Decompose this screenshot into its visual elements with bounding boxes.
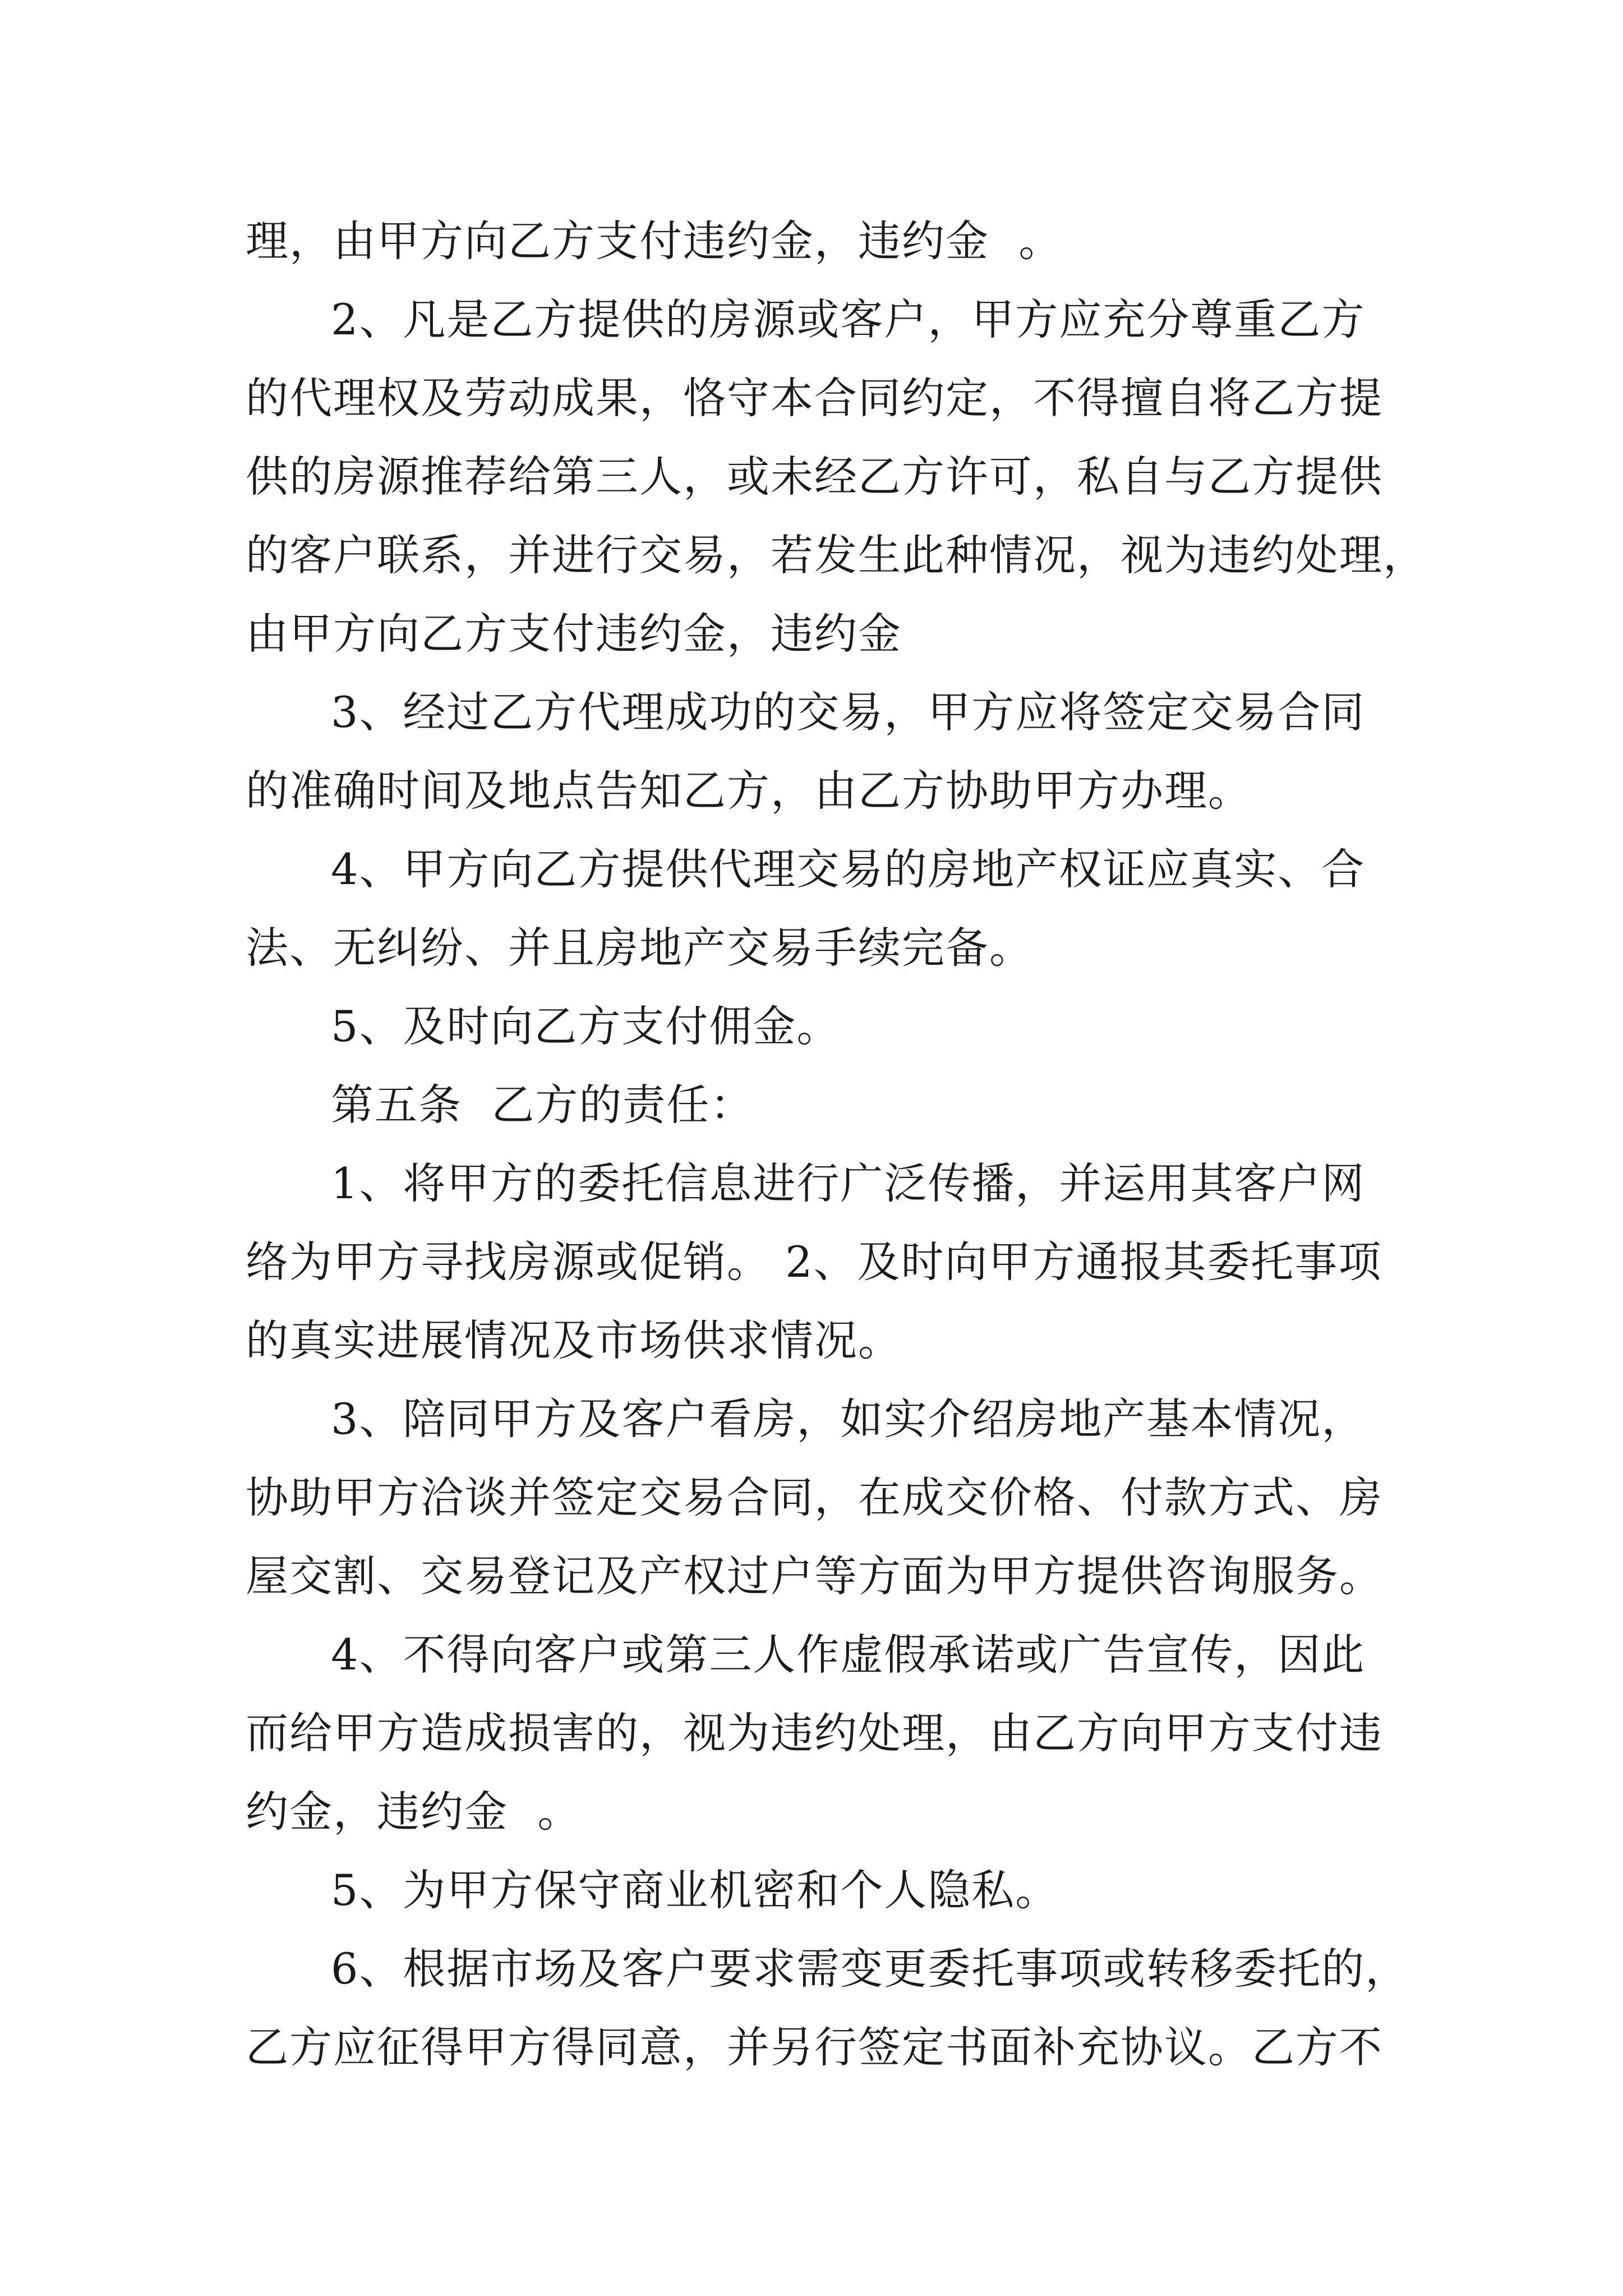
text-line: 1、将甲方的委托信息进行广泛传播，并运用其客户网 [331,1158,1366,1208]
text-line: 法、无纠纷、并且房地产交易手续完备。 [246,923,1033,973]
text-line: 2、凡是乙方提供的房源或客户，甲方应充分尊重乙方 [331,295,1366,344]
text-line: 约金，违约金 。 [246,1787,582,1837]
text-line: 的客户联系，并进行交易，若发生此种情况，视为违约处理， [246,530,1427,580]
text-line: 的代理权及劳动成果，恪守本合同约定，不得擅自将乙方提 [246,373,1383,423]
text-line: 的准确时间及地点告知乙方，由乙方协助甲方办理。 [246,766,1252,816]
text-line: 5、为甲方保守商业机密和个人隐私。 [331,1865,1059,1915]
text-line: 4、甲方向乙方提供代理交易的房地产权证应真实、合 [331,844,1366,894]
text-line: 4、不得向客户或第三人作虚假承诺或广告宣传，因此 [331,1630,1366,1680]
contract-body-text [246,202,1427,2087]
text-line: 5、及时向乙方支付佣金。 [331,1001,841,1051]
text-line: 屋交割、交易登记及产权过户等方面为甲方提供咨询服务。 [246,1551,1383,1601]
text-line: 理，由甲方向乙方支付违约金，违约金 。 [246,216,1063,266]
text-line: 6、根据市场及客户要求需变更委托事项或转移委托的， [331,1944,1409,1994]
text-line: 乙方应征得甲方得同意，并另行签定书面补充协议。乙方不 [246,2022,1383,2072]
text-line: 的真实进展情况及市场供求情况。 [246,1315,902,1365]
text-line: 而给甲方造成损害的，视为违约处理，由乙方向甲方支付违 [246,1708,1383,1758]
text-line: 供的房源推荐给第三人，或未经乙方许可，私自与乙方提供 [246,452,1383,501]
text-line: 络为甲方寻找房源或促销。 2、及时向甲方通报其委托事项 [246,1237,1382,1287]
text-line: 第五条 乙方的责任： [331,1080,754,1130]
text-line: 3、陪同甲方及客户看房，如实介绍房地产基本情况， [331,1394,1366,1444]
text-line: 协助甲方洽谈并签定交易合同，在成交价格、付款方式、房 [246,1473,1383,1522]
text-line: 3、经过乙方代理成功的交易，甲方应将签定交易合同 [331,687,1366,737]
text-line: 由甲方向乙方支付违约金，违约金 [246,609,902,659]
